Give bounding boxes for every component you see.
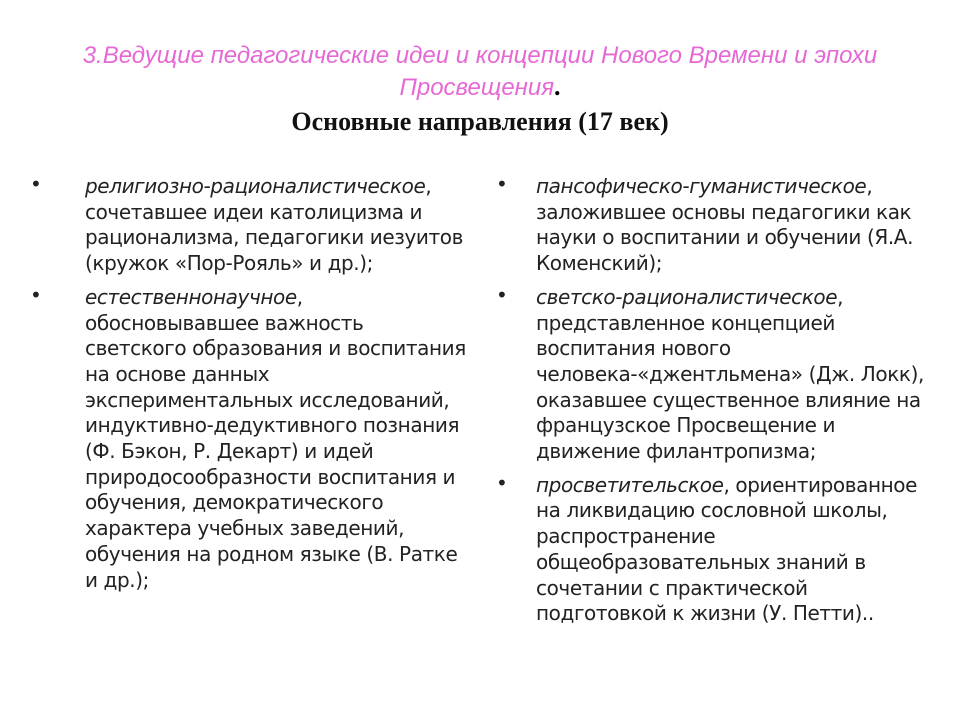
list-item (496, 470, 936, 627)
slide-header (30, 40, 930, 138)
bullet-icon: • (496, 172, 508, 196)
direction-description: , представленное концепцией воспитания нового человека-«джентльмена» (Дж. Локк), оказавшее существенное влияние на французское Просвещение и движение филантропизма; (536, 284, 924, 464)
bullet-icon: • (30, 282, 42, 307)
list-item (30, 174, 470, 277)
direction-term: светско-рационалистическое (536, 284, 838, 309)
left-column (30, 174, 470, 601)
direction-description: , сочетавшее идеи католицизма и рационализма, педагогики иезуитов (кружок «Пор-Рояль» и др.); (85, 174, 464, 276)
direction-term: просветительское (536, 472, 724, 497)
bullet-icon: • (496, 282, 508, 307)
slide-title (30, 40, 930, 104)
list-item (496, 282, 936, 465)
direction-description: , заложившее основы педагогики как науки о воспитании и обучении (Я.А. Коменский); (536, 174, 914, 276)
list-item (496, 174, 936, 277)
direction-description: , обосновывавшее важность светского образования и воспитания на основе данных экспериментальных исследований, индуктивно-дедуктивного познания (Ф. Бэкон, Р. Декарт) и идей природосообразности воспитания и обучения, демократического характера учебных заведений, обучения на родном языке (В. Ратке и др.); (85, 284, 466, 592)
right-column (496, 174, 936, 635)
direction-description: , ориентированное на ликвидацию сословной школы, распространение общеобразовательных знаний в сочетании с практической подготовкой к жизни (У. Петти).. (536, 472, 918, 626)
bullet-icon: • (496, 470, 508, 495)
slide-subtitle: Основные направления (17 век) (291, 107, 669, 136)
bullet-icon: • (30, 172, 42, 196)
direction-term: пансофическо-гуманистическое (536, 174, 867, 198)
slide-title-text: 3.Ведущие педагогические идеи и концепции Нового Времени и эпохи Просвещения (82, 42, 878, 101)
list-item (30, 282, 470, 593)
slide-title-dot: . (554, 72, 561, 101)
direction-term: религиозно-рационалистическое (85, 174, 426, 198)
direction-term: естественнонаучное (85, 284, 297, 309)
